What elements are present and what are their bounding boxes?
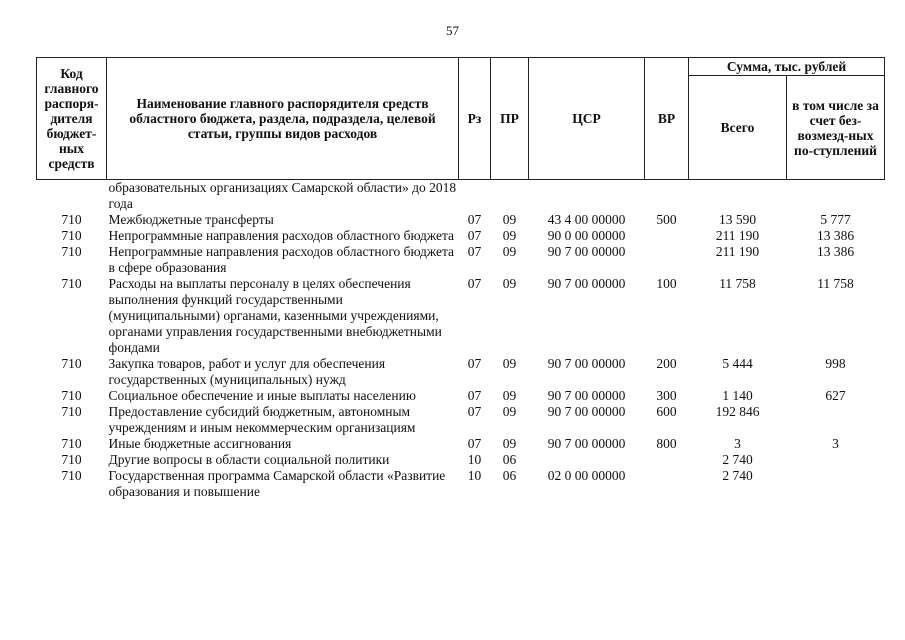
header-code: Код главного распоря-дителя бюджет-ных средств (37, 58, 107, 180)
cell-rz: 07 (467, 212, 482, 227)
cell-csr: 90 7 00 00000 (547, 436, 626, 451)
cell-pr: 09 (502, 212, 517, 227)
header-sum-group: Сумма, тыс. рублей (689, 58, 885, 76)
cell-free-receipts: 998 (825, 356, 846, 371)
cell-total: 11 758 (719, 276, 756, 291)
cell-vr: 200 (656, 356, 677, 371)
cell-vr (645, 452, 689, 468)
cell-pr: 09 (502, 228, 517, 243)
table-row (37, 180, 885, 213)
cell-pr (491, 180, 529, 213)
cell-code: 710 (61, 388, 82, 403)
cell-vr: 500 (656, 212, 677, 227)
cell-code: 710 (61, 212, 82, 227)
table-row (37, 356, 885, 388)
cell-name: Закупка товаров, работ и услуг для обеспечения государственных (муниципальных) нужд (108, 356, 386, 387)
cell-rz: 10 (467, 452, 482, 467)
cell-total: 1 140 (722, 388, 753, 403)
cell-total: 5 444 (722, 356, 753, 371)
cell-csr: 90 7 00 00000 (547, 388, 626, 403)
table-row (37, 404, 885, 436)
cell-total: 211 190 (715, 244, 760, 259)
cell-free-receipts: 3 (832, 436, 839, 451)
cell-free-receipts: 11 758 (817, 276, 854, 291)
header-total: Всего (689, 76, 787, 180)
cell-name: Государственная программа Самарской области «Развитие образования и повышение (108, 468, 446, 499)
table-row (37, 276, 885, 356)
cell-csr (529, 452, 645, 468)
cell-pr: 09 (502, 276, 517, 291)
cell-vr: 800 (656, 436, 677, 451)
cell-code (37, 180, 107, 213)
cell-total: 3 (734, 436, 741, 451)
cell-rz: 07 (467, 356, 482, 371)
cell-name: Иные бюджетные ассигнования (108, 436, 292, 451)
header-csr: ЦСР (529, 58, 645, 180)
cell-free-receipts: 5 777 (820, 212, 851, 227)
cell-name: Социальное обеспечение и иные выплаты населению (108, 388, 416, 403)
cell-total: 13 590 (718, 212, 757, 227)
header-free-receipts: в том числе за счет без-возмезд-ных по-ступлений (787, 76, 885, 180)
cell-pr: 06 (502, 468, 517, 483)
cell-pr: 09 (502, 388, 517, 403)
cell-csr (529, 180, 645, 213)
cell-code: 710 (61, 356, 82, 371)
table-row (37, 228, 885, 244)
cell-rz: 07 (467, 276, 482, 291)
cell-vr (645, 180, 689, 213)
cell-pr: 09 (502, 404, 517, 419)
cell-csr: 90 7 00 00000 (547, 356, 626, 371)
table-body (37, 180, 885, 501)
header-name: Наименование главного распорядителя средств областного бюджета, раздела, подраздела, целевой статьи, группы видов расходов (107, 58, 459, 180)
table-header (37, 58, 885, 180)
cell-free-receipts (787, 180, 885, 213)
cell-csr: 90 0 00 00000 (547, 228, 626, 243)
cell-code: 710 (61, 436, 82, 451)
cell-rz: 07 (467, 244, 482, 259)
table-row (37, 388, 885, 404)
cell-total: 211 190 (715, 228, 760, 243)
cell-vr (645, 244, 689, 276)
cell-free-receipts (787, 452, 885, 468)
cell-code: 710 (61, 228, 82, 243)
cell-name: Расходы на выплаты персоналу в целях обеспечения выполнения функций государственными (муниципальными) органами, казенными учреждениями, органами управления государственными внебюджетными фондами (108, 276, 442, 355)
cell-rz (459, 180, 491, 213)
cell-vr: 600 (656, 404, 677, 419)
cell-free-receipts: 13 386 (816, 244, 855, 259)
cell-csr: 90 7 00 00000 (547, 244, 626, 259)
table-row (37, 212, 885, 228)
cell-csr: 02 0 00 00000 (547, 468, 626, 483)
cell-total: 2 740 (722, 468, 753, 483)
table-row (37, 468, 885, 500)
cell-total (689, 180, 787, 213)
cell-code: 710 (61, 468, 82, 483)
cell-rz: 07 (467, 388, 482, 403)
cell-name: Непрограммные направления расходов областного бюджета в сфере образования (108, 244, 455, 275)
cell-total: 192 846 (715, 404, 760, 419)
cell-pr: 06 (502, 452, 517, 467)
cell-name: Предоставление субсидий бюджетным, автономным учреждениям и иным некоммерческим организациям (108, 404, 416, 435)
cell-rz: 07 (467, 404, 482, 419)
table-row (37, 452, 885, 468)
cell-name: образовательных организациях Самарской области» до 2018 года (108, 180, 457, 211)
cell-rz: 07 (467, 436, 482, 451)
cell-csr: 90 7 00 00000 (547, 404, 626, 419)
cell-code: 710 (61, 244, 82, 259)
cell-total: 2 740 (722, 452, 753, 467)
cell-free-receipts: 627 (825, 388, 846, 403)
table-row (37, 436, 885, 452)
cell-code: 710 (61, 452, 82, 467)
cell-vr (645, 468, 689, 500)
cell-name: Межбюджетные трансферты (108, 212, 274, 227)
header-vr: ВР (645, 58, 689, 180)
cell-pr: 09 (502, 244, 517, 259)
cell-pr: 09 (502, 356, 517, 371)
cell-code: 710 (61, 276, 82, 291)
cell-pr: 09 (502, 436, 517, 451)
cell-rz: 07 (467, 228, 482, 243)
header-rz: Рз (459, 58, 491, 180)
header-pr: ПР (491, 58, 529, 180)
cell-name: Непрограммные направления расходов областного бюджета (108, 228, 455, 243)
cell-csr: 90 7 00 00000 (547, 276, 626, 291)
cell-free-receipts: 13 386 (816, 228, 855, 243)
table-row (37, 244, 885, 276)
cell-rz: 10 (467, 468, 482, 483)
cell-vr: 100 (656, 276, 677, 291)
cell-free-receipts (787, 468, 885, 500)
page-number: 57 (446, 23, 459, 38)
cell-vr (645, 228, 689, 244)
cell-name: Другие вопросы в области социальной политики (108, 452, 390, 467)
cell-csr: 43 4 00 00000 (547, 212, 626, 227)
budget-table (36, 57, 885, 500)
cell-code: 710 (61, 404, 82, 419)
cell-vr: 300 (656, 388, 677, 403)
cell-free-receipts (787, 404, 885, 436)
